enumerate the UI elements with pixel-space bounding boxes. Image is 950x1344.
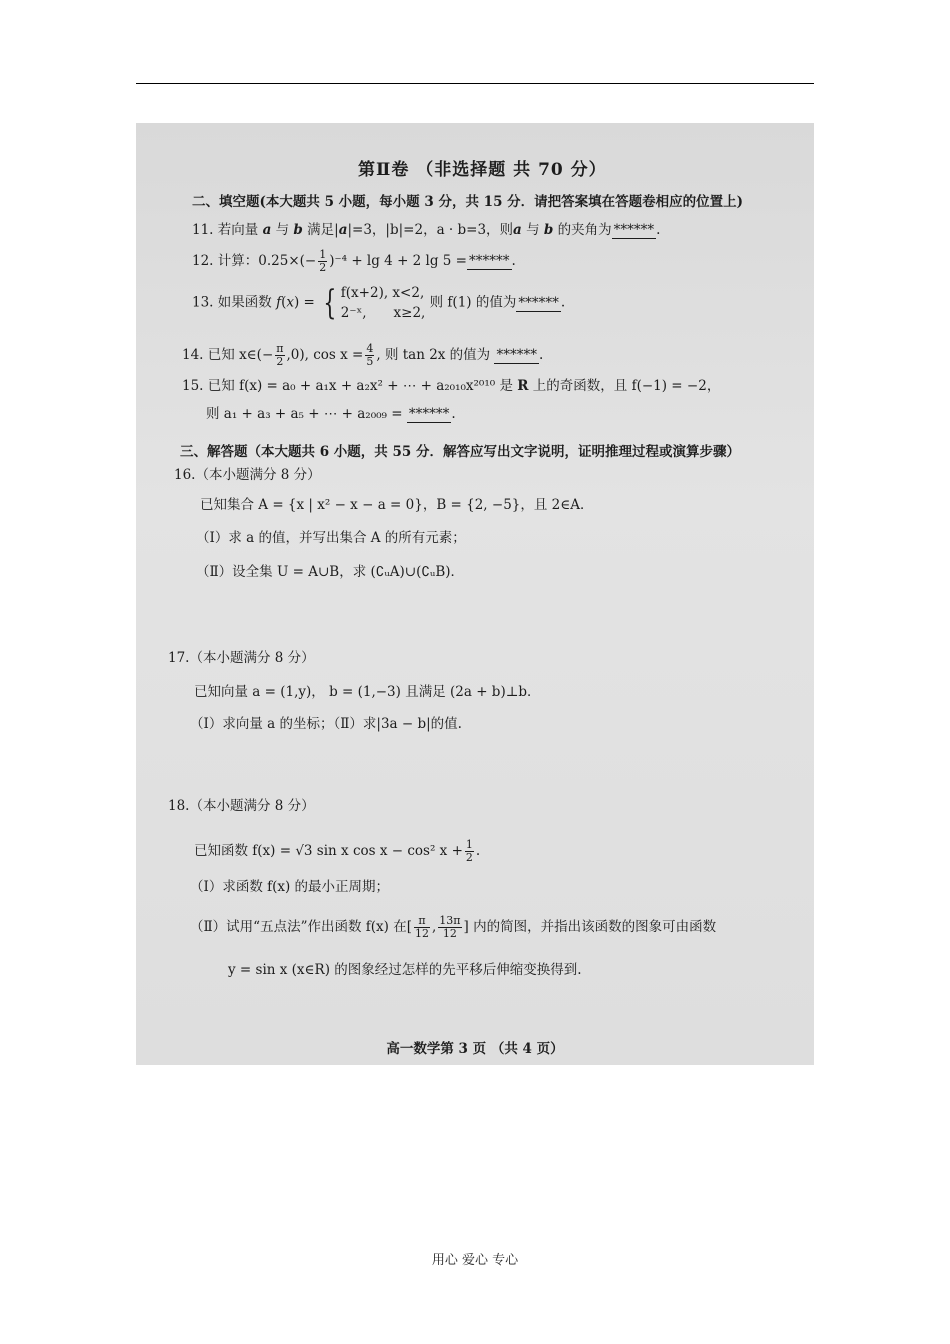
answer-blank: ****** [496,347,537,363]
fill-in-heading: 二、填空题(本大题共 5 小题，每小题 3 分，共 15 分．请把答案填在答题卷相应的位置上) [192,194,744,210]
question-13: 13. 如果函数 f(x) = { f(x+2), x<2, 2⁻ˣ, x≥2, 则 f(1) 的值为 ****** . [192,283,566,323]
question-17-line-2: （Ⅰ）求向量 a 的坐标；（Ⅱ）求|3a − b|的值. [190,716,462,732]
question-16-line-1: 已知集合 A = {x | x² − x − a = 0}，B = {2, −5}，且 2∈A． [200,497,594,513]
question-16-head: 16.（本小题满分 8 分） [174,467,321,483]
question-17-line-1: 已知向量 a = (1,y)， b = (1,−3) 且满足 (2a + b)⊥b． [194,684,541,700]
question-14: 14. 已知 x∈(− $\frac{\pi}{2}$ ,0), cos x = $\frac{4}{5}$ , 则 tan 2x 的值为 ****** . [182,342,544,368]
question-15-line-1: 15. 已知 f(x) = a₀ + a₁x + a₂x² + ⋯ + a₂₀₁₀x²⁰¹⁰ 是 R 上的奇函数，且 f(−1) = −2， [182,378,721,394]
answer-blank: ****** [518,294,559,311]
question-11: 11. 若向量 a 与 b 满足|a|=3，|b|=2，a · b=3，则a 与 b 的夹角为 ****** . [192,222,661,238]
question-18-head: 18.（本小题满分 8 分） [168,798,315,814]
solution-heading: 三、解答题（本大题共 6 小题，共 55 分．解答应写出文字说明，证明推理过程或演算步骤） [180,444,740,460]
answer-blank: ****** [469,253,510,269]
question-16-line-2: （Ⅰ）求 a 的值，并写出集合 A 的所有元素； [196,530,466,546]
question-18-line-4: y = sin x (x∈R) 的图象经过怎样的先平移后伸缩变换得到. [228,962,582,978]
piecewise-function: { f(x+2), x<2, 2⁻ˣ, x≥2, [323,283,426,323]
page-number: 高一数学第 3 页 （共 4 页） [386,1041,564,1057]
question-18-line-1: 已知函数 f(x) = √3 sin x cos x − cos² x + $\frac{1}{2}$ . [194,838,481,864]
question-12: 12. 计算：0.25×(− $\frac{1}{2}$ )⁻⁴ + lg 4 + 2 lg 5 = ****** . [192,248,516,274]
question-16-line-3: （Ⅱ）设全集 U = A∪B，求 (∁ᵤA)∪(∁ᵤB)． [196,564,465,580]
footer-slogan: 用心 爱心 专心 [431,1253,519,1268]
answer-blank: ****** [408,406,450,422]
header-rule [136,83,814,84]
answer-blank: ****** [613,222,655,238]
section-title: 第Ⅱ卷 （非选择题 共 70 分） [358,160,607,180]
question-18-line-2: （Ⅰ）求函数 f(x) 的最小正周期； [190,879,390,895]
question-17-head: 17.（本小题满分 8 分） [168,650,315,666]
question-15-line-2: 则 a₁ + a₃ + a₅ + ⋯ + a₂₀₀₉ = ****** . [206,406,456,422]
scanned-page [136,123,814,1065]
question-18-line-3: （Ⅱ）试用“五点法”作出函数 f(x) 在[ $\frac{\pi}{12}$ , $\frac{13\pi}{12}$ ] 内的简图，并指出该函数的图象可由函数 [190,914,717,940]
